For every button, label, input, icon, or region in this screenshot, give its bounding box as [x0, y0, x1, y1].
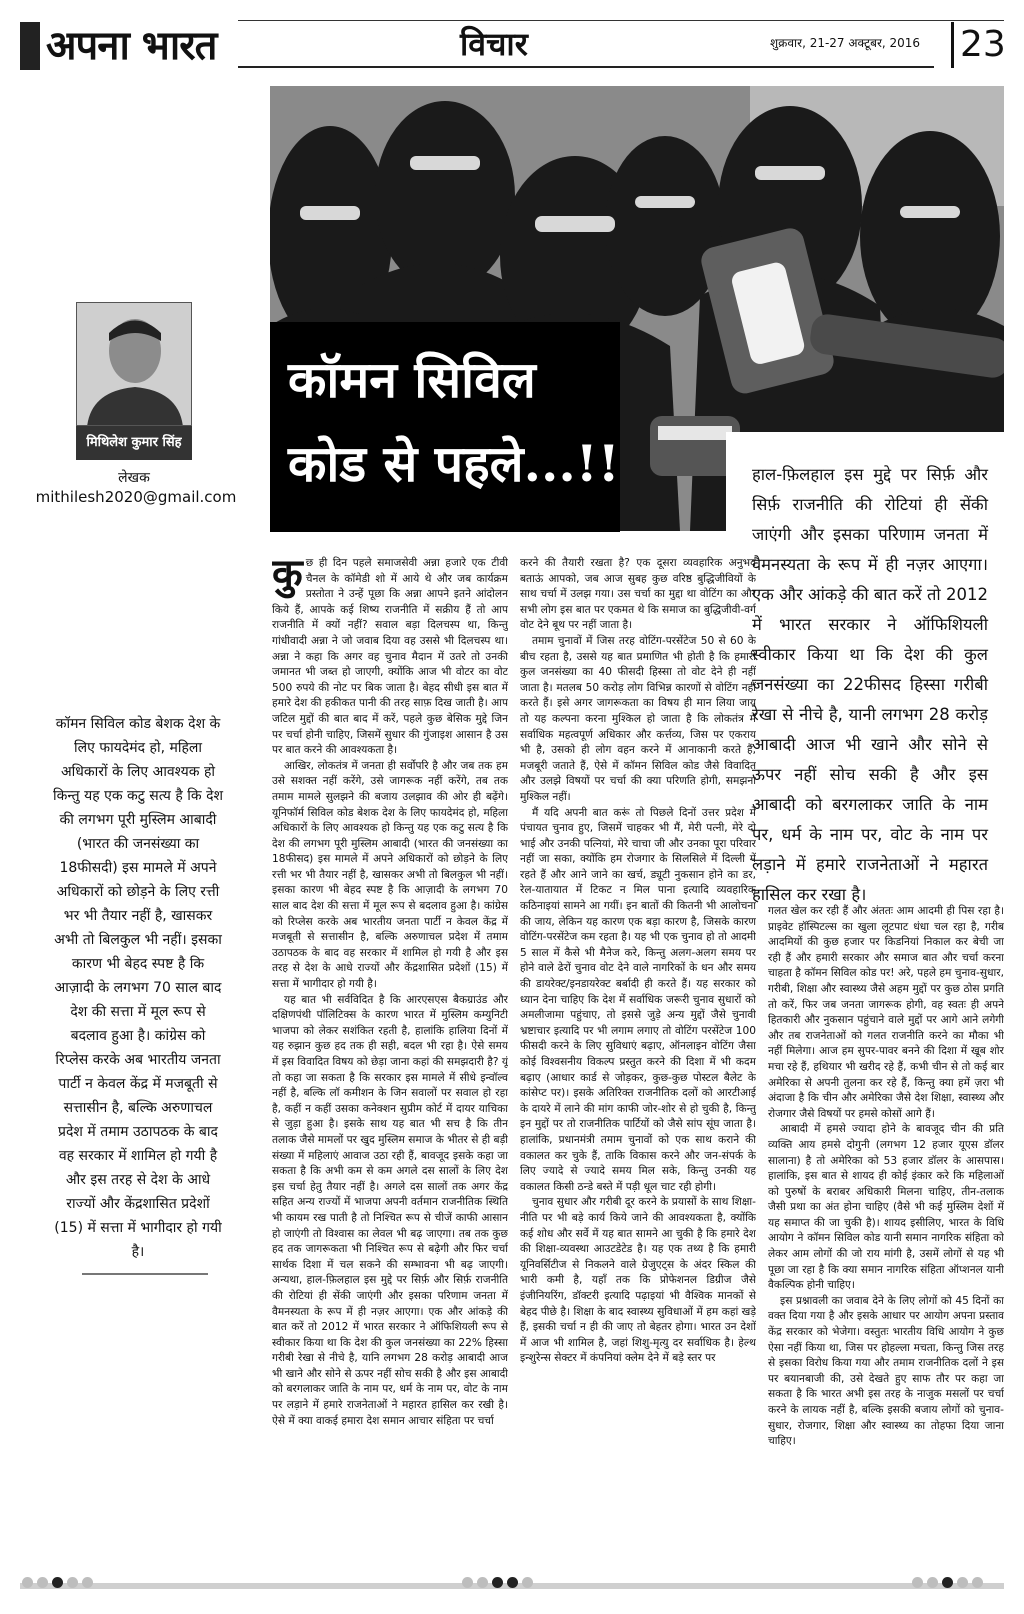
- article-column-3: [768, 904, 1004, 1596]
- footer-dot: [942, 1577, 953, 1588]
- article-paragraph: इस प्रश्नावली का जवाब देने के लिए लोगों को 45 दिनों का वक्त दिया गया है और इसके आधार पर आयोग अपना प्रस्ताव केंद्र सरकार को भेजेगा। वस्तुतः भारतीय विधि आयोग ने कुछ ऐसा नहीं किया था, जिस पर होहल्ला मचता, किन्तु जिस तरह से इसका विरोध किया गया और तमाम राजनीतिक दलों ने इस पर बयानबाजी की, उसे देखते हुए साफ तौर पर कहा जा सकता है कि भारत अभी इस तरह के नाजुक मसलों पर चर्चा करने के लायक नहीं है, बल्कि इसकी बजाय लोगों को चुनाव-सुधार, रोजगार, शिक्षा और स्वास्थ्य का तोहफा दिया जाना चाहिए।: [768, 1294, 1004, 1448]
- article-paragraph: चुनाव सुधार और गरीबी दूर करने के प्रयासों के साथ शिक्षा-नीति पर भी बड़े कार्य किये जाने की आवश्यकता है, क्योंकि कई शोध और सर्वे में यह बात सामने आ चुकी है कि हमारे देश की शिक्षा-व्यवस्था आउटडेटेड है। यह एक तथ्य है कि हमारी यूनिवर्सिटीज से निकलने वाले ग्रेजुएट्स के अंदर स्किल की भारी कमी है, यहाँ तक कि प्रोफेशनल डिग्रीज जैसे इंजीनियरिंग, डॉक्टरी इत्यादि पढ़ाइयां भी वैश्विक मानकों से बेहद पीछे है। शिक्षा के बाद स्वास्थ्य सुविधाओं में हम कहां खड़े हैं, इसकी चर्चा न ही की जाए तो बेहतर होगा। भारत उन देशों में आज भी शामिल है, जहां शिशु-मृत्यु दर सर्वाधिक है। हेल्थ इन्शुरेन्स सेक्टर में कंपनियां क्लेम देने में बड़े स्तर पर: [520, 1196, 756, 1365]
- page-number: 23: [960, 24, 1006, 65]
- footer-dot: [22, 1577, 33, 1588]
- article-column-2: [520, 556, 756, 1596]
- author-role: लेखक: [118, 470, 150, 486]
- header-rule-bottom: [238, 66, 934, 68]
- footer-dot: [507, 1577, 518, 1588]
- footer-dot: [972, 1577, 983, 1588]
- masthead-title: अपना भारत: [46, 22, 217, 69]
- article-paragraph: आबादी में हमसे ज्यादा होने के बावजूद चीन की प्रति व्यक्ति आय हमसे दोगुनी (लगभग 12 हजार यूएस डॉलर सालाना) है तो अमेरिका को 53 हजार डॉलर के आसपास। हालांकि, इस बात से शायद ही कोई इंकार करे कि महिलाओं को पुरुषों के बराबर अधिकारी मिलना चाहिए, तीन-तलाक जैसी प्रथा का अंत होना चाहिए (वैसे भी कई मुस्लिम देशों में यह समाप्त की जा चुकी है)। शायद इसीलिए, भारत के विधि आयोग ने कॉमन सिविल कोड यानी समान नागरिक संहिता को लेकर आम लोगों की जो राय मांगी है, उसमें लोगों से यह भी पूछा जा रहा है कि क्या समान नागरिक संहिता ऑप्शनल यानी वैकल्पिक होनी चाहिए।: [768, 1123, 1004, 1292]
- footer-dots-right: [912, 1577, 983, 1588]
- pull-quote: हाल-फ़िलहाल इस मुद्दे पर सिर्फ़ और सिर्फ़ राजनीति की रोटियां ही सेंकी जाएंगी और इसका परिणाम जनता में वैमनस्यता के रूप में ही नज़र आएगा। एक और आंकड़े की बात करें तो 2012 में भारत सरकार ने ऑफिशियली स्वीकार किया था कि देश की कुल जनसंख्या का 22फीसद हिस्सा गरीबी रेखा से नीचे है, यानी लगभग 28 करोड़ आबादी आज भी खाने और सोने से ऊपर नहीं सोच सकी है और इस आबादी को बरगलाकर जाति के नाम पर, धर्म के नाम पर, वोट के नाम पर लड़ाने में हमारे राजनेताओं ने महारत हासिल कर रखा है।: [726, 432, 1004, 872]
- footer-dot: [912, 1577, 923, 1588]
- footer-dot: [522, 1577, 533, 1588]
- footer-dot: [927, 1577, 938, 1588]
- dropcap: कु: [272, 556, 303, 597]
- article-paragraph: तमाम चुनावों में जिस तरह वोटिंग-परसेंटेज 50 से 60 के बीच रहता है, उससे यह बात प्रमाणित भी होती है कि हमारी कुल जनसंख्या का 40 फीसदी हिस्सा तो वोट देने ही नहीं जाता है। मतलब 50 करोड़ लोग विभिन्न कारणों से वोटिंग नहीं करते हैं। इसे अगर जागरूकता का विषय ही मान लिया जाय तो यह कल्पना करना मुश्किल हो जाता है कि लोकतंत्र में सर्वाधिक महत्वपूर्ण अधिकार और कर्त्तव्य, जिस पर एकराय भी है, उसको ही लोग वहन करने में आनाकानी करते हैं, मजबूरी जताते हैं, ऐसे में कॉमन सिविल कोड जैसे विवादित और उलझे विषयों पर चर्चा की क्या परिणति होगी, समझना मुश्किल नहीं।: [520, 634, 756, 803]
- headline-line-1: कॉमन सिविल: [288, 350, 536, 409]
- article-paragraph: यह बात भी सर्वविदित है कि आरएसएस बैकग्राउंड और दक्षिणपंथी पॉलिटिक्स के कारण भारत में मुस्लिम कम्युनिटी भाजपा को लेकर सशंकित रहती है, हालांकि हालिया दिनों में यह रुझान कुछ हद तक ही सही, बदल भी रहा है। ऐसे समय में इस विवादित विषय को छेड़ा जाना कहां की समझदारी है? यूं तो कहा जा सकता है कि सरकार इस मामले में सीधे इन्वॉल्व नहीं है, बल्कि लॉ कमीशन के जिन सवालों पर सवाल हो रहा है, कहीं न कहीं उसका कनेक्शन सुप्रीम कोर्ट में दायर याचिका से जुड़ा हुआ है। इसके साथ यह बात भी सच है कि तीन तलाक जैसे मामलों पर खुद मुस्लिम समाज के भीतर से ही बड़ी संख्या में महिलाएं आवाज उठा रही हैं, बावजूद इसके कहा जा सकता है कि अभी कम से कम अगले दस सालों के लिए देश इस चर्चा हेतु तैयार नहीं है। अगले दस सालों तक अगर केंद्र सहित अन्य राज्यों में भाजपा अपनी वर्तमान राजनीतिक स्थिति भी कायम रख पाती है तो निश्चित रूप से चीजें काफी आसान हो जाएंगी तो विश्वास का लेवल भी बढ़ जाएगा। तब तक कुछ हद तक जागरूकता भी निश्चित रूप से बढ़ेगी और फिर चर्चा सार्थक दिशा में चल सकने की सम्भावना भी बढ़ जाएगी। अन्यथा, हाल-फ़िलहाल इस मुद्दे पर सिर्फ़ और सिर्फ़ राजनीति की रोटियां ही सेंकी जाएंगी और इसका परिणाम जनता में वैमनस्यता के रूप में ही नज़र आएगा। एक और आंकड़े की बात करें तो 2012 में भारत सरकार ने ऑफिशियली रूप से स्वीकार किया था कि देश की कुल जनसंख्या का 22% हिस्सा गरीबी रेखा से नीचे है, यानि लगभग 28 करोड़ आबादी आज भी खाने और सोने से ऊपर नहीं सोच सकी है और इस आबादी को बरगलाकर जाति के नाम पर, धर्म के नाम पर, वोट के नाम पर लड़ाने में हमारे राजनेताओं ने महारत हासिल कर रखी है। ऐसे में क्या वाकई हमारा देश समान आचार संहिता पर चर्चा: [272, 993, 508, 1427]
- author-name: मिथिलेश कुमार सिंह: [76, 426, 192, 460]
- footer-dot: [477, 1577, 488, 1588]
- headline-line-2: कोड से पहले...!!: [288, 434, 620, 493]
- author-photo: [76, 302, 192, 426]
- footer-dot: [67, 1577, 78, 1588]
- article-headline: [270, 322, 620, 532]
- author-portrait-illustration: [77, 303, 192, 426]
- footer-dot: [82, 1577, 93, 1588]
- article-column-1: [272, 556, 508, 1596]
- article-paragraph: मैं यदि अपनी बात करूं तो पिछले दिनों उत्तर प्रदेश में पंचायत चुनाव हुए, जिसमें चाहकर भी मैं, मेरी पत्नी, मेरे दो भाई और उनकी पत्नियां, मेरे चाचा जी और उनका पूरा परिवार नहीं जा सका, क्योंकि हम रोजगार के सिलसिले में दिल्ली में रहते हैं और आने जाने का खर्च, ड्यूटी नुकसान होने का डर, रेल-यातायात में टिकट न मिल पाना इत्यादि व्यवहारिक कठिनाइयां सामने आ गयीं। इन बातों की कितनी भी आलोचना की जाय, लेकिन यह कारण एक बड़ा कारण है, जिसके कारण वोटिंग-परसेंटेज कम रहता है। यह भी एक चुनाव हो तो आदमी 5 साल में कैसे भी मैनेज करे, किन्तु अलग-अलग समय पर होने वाले ढेरों चुनाव वोट देने वाले नागरिकों के धन और समय की डायरेक्ट/इनडायरेक्ट बर्बादी ही करते हैं। यह सरकार को ध्यान देना चाहिए कि देश में सर्वाधिक जरूरी चुनाव सुधारों को अमलीजामा पहुंचाए, तो इससे जुड़े अन्य मुद्दों जैसे चुनावी भ्रष्टाचार इत्यादि पर भी लगाम लगाए तो वोटिंग परसेंटेज 100 फीसदी करने के लिए सुविधाएं बढ़ाए, ऑनलाइन वोटिंग जैसा कोई विश्वसनीय विकल्प प्रस्तुत करने की दिशा में भी कदम बढ़ाए (आधार कार्ड से जोड़कर, कुछ-कुछ पोस्टल बैलेट के कांसेप्ट पर)। इसके अतिरिक्त राजनीतिक दलों को आरटीआई के दायरे में लाने की मांग काफी जोर-शोर से हो चुकी है, किन्तु इन मुद्दों पर तो राजनीतिक पार्टियों को जैसे सांप सूंघ जाता है। हालांकि, प्रधानमंत्री तमाम चुनावों को एक साथ कराने की वकालत कर चुके हैं, ताकि विकास करने और जन-संपर्क के लिए ज्यादे से ज्यादे समय मिल सके, किन्तु उनकी यह वकालत किसी ठन्डे बस्ते में पड़ी धूल चाट रही होगी।: [520, 806, 756, 1193]
- header-rule-top: [238, 20, 1004, 21]
- issue-date: शुक्रवार, 21-27 अक्टूबर, 2016: [770, 36, 921, 50]
- article-paragraph: करने की तैयारी रखता है? एक दूसरा व्यवहारिक अनुभव बताऊं आपको, जब आज सुबह कुछ वरिष्ठ बुद्धिजीवियों के साथ चर्चा में उलझ गया। उस चर्चा का मुद्दा था वोटिंग का और सभी लोग इस बात पर एकमत थे कि समाज का बुद्धिजीवी-वर्ग वोट देने बूथ पर नहीं जाता है।: [520, 557, 756, 632]
- sidebar-excerpt: कॉमन सिविल कोड बेशक देश के लिए फायदेमंद हो, महिला अधिकारों के लिए आवश्यक हो किन्तु यह एक कटु सत्य है कि देश की लगभग पूरी मुस्लिम आबादी (भारत की जनसंख्या का 18फीसदी) इस मामले में अपने अधिकारों को छोड़ने के लिए रत्ती भर भी तैयार नहीं है, खासकर अभी तो बिलकुल भी नहीं। इसका कारण भी बेहद स्पष्ट है कि आज़ादी के लगभग 70 साल बाद देश की सत्ता में मूल रूप से बदलाव हुआ है। कांग्रेस को रिप्लेस करके अब भारतीय जनता पार्टी न केवल केंद्र में मजबूती से सत्तासीन है, बल्कि अरुणाचल प्रदेश में तमाम उठापठक के बाद वह सरकार में शामिल हो गयी है और इस तरह से देश के आधे राज्यों और केंद्रशासित प्रदेशों (15) में सत्ता में भागीदार हो गयी है।: [52, 716, 224, 1260]
- excerpt-rule: [82, 1273, 208, 1275]
- article-paragraph: कुछ ही दिन पहले समाजसेवी अन्ना हजारे एक टीवी चैनल के कॉमेडी शो में आये थे और जब कार्यक्रम प्रस्तोता ने उन्हें पूछा कि अन्ना आपने इतने आंदोलन किये हैं, आपके कई शिष्य राजनीति में सक्रीय हैं तो आप राजनीति में क्यों नहीं? सवाल बड़ा दिलचस्प था, किन्तु गांधीवादी अन्ना ने जो जवाब दिया वह उससे भी दिलचस्प था। अन्ना ने कहा कि अगर वह चुनाव मैदान में उतरे तो उनकी जमानत भी जब्त हो जाएगी, क्योंकि आज भी वोटर का वोट 500 रुपये की नोट पर बिक जाता है। बेहद सीधी इस बात में हमारे देश की हकीकत पानी की तरह साफ़ दिख जाती है। आप जटिल मुद्दों की बात बाद में करें, पहले कुछ बेसिक मुद्दे जिन पर चर्चा होनी चाहिए, जिसमें सुधार की गुंजाइश आसान है उस पर बात करने की आवश्यकता है।: [272, 556, 508, 757]
- article-paragraph: आखिर, लोकतंत्र में जनता ही सर्वोपरि है और जब तक हम उसे सशक्त नहीं करेंगे, उसे जागरूक नहीं करेंगे, तब तक तमाम मामले सुलझने की बजाय उलझाव की ओर ही बढ़ेंगे। यूनिफॉर्म सिविल कोड बेशक देश के लिए फायदेमंद हो, महिला अधिकारों के लिए आवश्यक हो किन्तु यह एक कटु सत्य है कि देश की लगभग पूरी मुस्लिम आबादी (भारत की जनसंख्या का 18फीसद) इस मामले में अपने अधिकारों को छोड़ने के लिए रत्ती भर भी तैयार नहीं है, खासकर अभी तो बिलकुल भी नहीं। इसका कारण भी बेहद स्पष्ट है कि आज़ादी के लगभग 70 साल बाद देश की सत्ता में मूल रूप से बदलाव हुआ है। कांग्रेस को रिप्लेस करके अब भारतीय जनता पार्टी न केवल केंद्र में मजबूती से सत्तासीन है, बल्कि अरुणाचल प्रदेश में तमाम उठापठक के बाद वह सरकार में शामिल हो गयी है और इस तरह से देश के आधे राज्यों और केंद्रशासित प्रदेशों (15) में सत्ता में भागीदार हो गयी है।: [272, 759, 508, 991]
- footer-dots-left: [22, 1577, 93, 1588]
- footer-dots-center: [462, 1577, 533, 1588]
- footer-dot: [52, 1577, 63, 1588]
- footer-dot: [492, 1577, 503, 1588]
- page-number-separator: [951, 22, 954, 68]
- footer-dot: [37, 1577, 48, 1588]
- author-email[interactable]: mithilesh2020@gmail.com: [35, 488, 237, 506]
- masthead-bar: [20, 22, 40, 70]
- footer-dot: [957, 1577, 968, 1588]
- footer-dot: [462, 1577, 473, 1588]
- article-paragraph: गलत खेल कर रही हैं और अंततः आम आदमी ही पिस रहा है। प्राइवेट हॉस्पिटल्स का खुला लूटपाट धंधा चल रहा है, गरीब आदमियों की कुछ हजार पर किडनियां निकाल कर बेची जा रही हैं और हमारी सरकार और समाज बात और चर्चा करना चाहता है कॉमन सिविल कोड पर! अरे, पहले हम चुनाव-सुधार, गरीबी, शिक्षा और स्वास्थ्य जैसे अहम मुद्दों पर कुछ ठोस प्रगति तो करें, फिर जब जनता जागरूक होगी, वह स्वतः ही अपने हितकारी और नुकसान पहुंचाने वाले मुद्दों पर आगे आने लगेगी और तब राजनेताओं को गलत राजनीति करने का मौका भी नहीं मिलेगा। आज हम सुपर-पावर बनने की दिशा में खूब शोर मचा रहे हैं, हथियार भी खरीद रहे हैं, कभी चीन से तो कई बार अमेरिका से अपनी तुलना कर रहे हैं, किन्तु क्या हमें ज़रा भी अंदाजा है कि चीन और अमेरिका जैसे देश शिक्षा, स्वास्थ्य और रोजगार जैसे विषयों पर हमसे कोसों आगे हैं।: [768, 905, 1004, 1120]
- section-title: विचार: [460, 25, 528, 63]
